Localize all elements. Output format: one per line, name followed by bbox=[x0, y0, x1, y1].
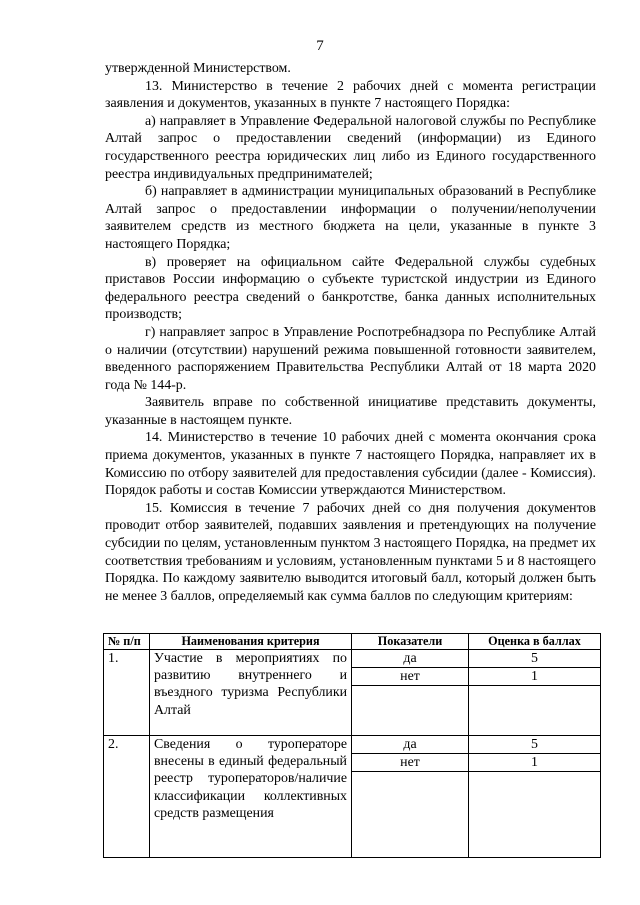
paragraph-item-13: 13. Министерство в течение 2 рабочих дней с момента регистрации заявления и документов, указанных в пункте 7 настоящего Порядка: bbox=[105, 78, 596, 112]
row-num: 2. bbox=[104, 736, 150, 858]
header-score: Оценка в баллах bbox=[469, 634, 601, 650]
criteria-table bbox=[103, 633, 601, 858]
indicator-value: нет bbox=[352, 754, 468, 772]
score-value: 1 bbox=[469, 668, 600, 686]
row-criterion-name: Участие в мероприятиях по развитию внутреннего и въездного туризма Республики Алтай bbox=[150, 650, 352, 736]
row-criterion-name: Сведения о туроператоре внесены в единый федеральный реестр туроператоров/наличие классификации коллективных средств размещения bbox=[150, 736, 352, 858]
table-header-row bbox=[104, 634, 601, 650]
document-body bbox=[105, 60, 596, 605]
row-indicators bbox=[352, 736, 469, 858]
indicator-value: нет bbox=[352, 668, 468, 686]
row-num: 1. bbox=[104, 650, 150, 736]
row-indicators bbox=[352, 650, 469, 736]
score-value: 1 bbox=[469, 754, 600, 772]
row-scores bbox=[469, 650, 601, 736]
paragraph-item-15: 15. Комиссия в течение 7 рабочих дней со дня получения документов проводит отбор заявителей, подавших заявления и претендующих на получение субсидии по целям, установленным пунктом 3 настоящего Порядка, на предмет их соответствия требованиям и условиям, установленным пунктами 5 и 8 настоящего Порядка. По каждому заявителю выводится итоговый балл, который должен быть не менее 3 баллов, определяемый как сумма баллов по следующим критериям: bbox=[105, 500, 596, 604]
paragraph-applicant-right: Заявитель вправе по собственной инициативе представить документы, указанные в настоящем пункте. bbox=[105, 395, 596, 428]
paragraph-subitem-a: а) направляет в Управление Федеральной налоговой службы по Республике Алтай запрос о предоставлении сведений (информации) из Единого государственного реестра юридических лиц либо из Единого государственного реестра индивидуальных предпринимателей; bbox=[105, 113, 596, 182]
paragraph-subitem-b: б) направляет в администрации муниципальных образований в Республике Алтай запрос о предоставлении информации о получении/неполучении заявителем средств из местного бюджета на цели, указанные в пункте 3 настоящего Порядка; bbox=[105, 184, 596, 252]
page-number: 7 bbox=[316, 38, 324, 54]
header-indicators: Показатели bbox=[352, 634, 469, 650]
score-value: 5 bbox=[469, 650, 600, 668]
table-row bbox=[104, 736, 601, 858]
indicator-value: да bbox=[352, 736, 468, 754]
paragraph-continuation: утвержденной Министерством. bbox=[105, 61, 291, 76]
header-num: № п/п bbox=[104, 634, 150, 650]
table-row bbox=[104, 650, 601, 736]
row-scores bbox=[469, 736, 601, 858]
indicator-value: да bbox=[352, 650, 468, 668]
score-value: 5 bbox=[469, 736, 600, 754]
paragraph-subitem-v: в) проверяет на официальном сайте Федеральной службы судебных приставов России информацию о субъекте туристской индустрии из Единого федерального реестра сведений о банкротстве, банка данных исполнительных производств; bbox=[105, 254, 596, 323]
paragraph-subitem-g: г) направляет запрос в Управление Роспотребнадзора по Республике Алтай о наличии (отсутствии) нарушений режима повышенной готовности заявителем, введенного распоряжением Правительства Республики Алтай от 18 марта 2020 года № 144-р. bbox=[105, 324, 596, 393]
header-criterion-name: Наименования критерия bbox=[150, 634, 352, 650]
paragraph-item-14: 14. Министерство в течение 10 рабочих дней с момента окончания срока приема документов, указанных в пункте 7 настоящего Порядка, направляет их в Комиссию по отбору заявителей для предоставления субсидии (далее - Комиссия). Порядок работы и состав Комиссии утверждаются Министерством. bbox=[105, 430, 596, 499]
